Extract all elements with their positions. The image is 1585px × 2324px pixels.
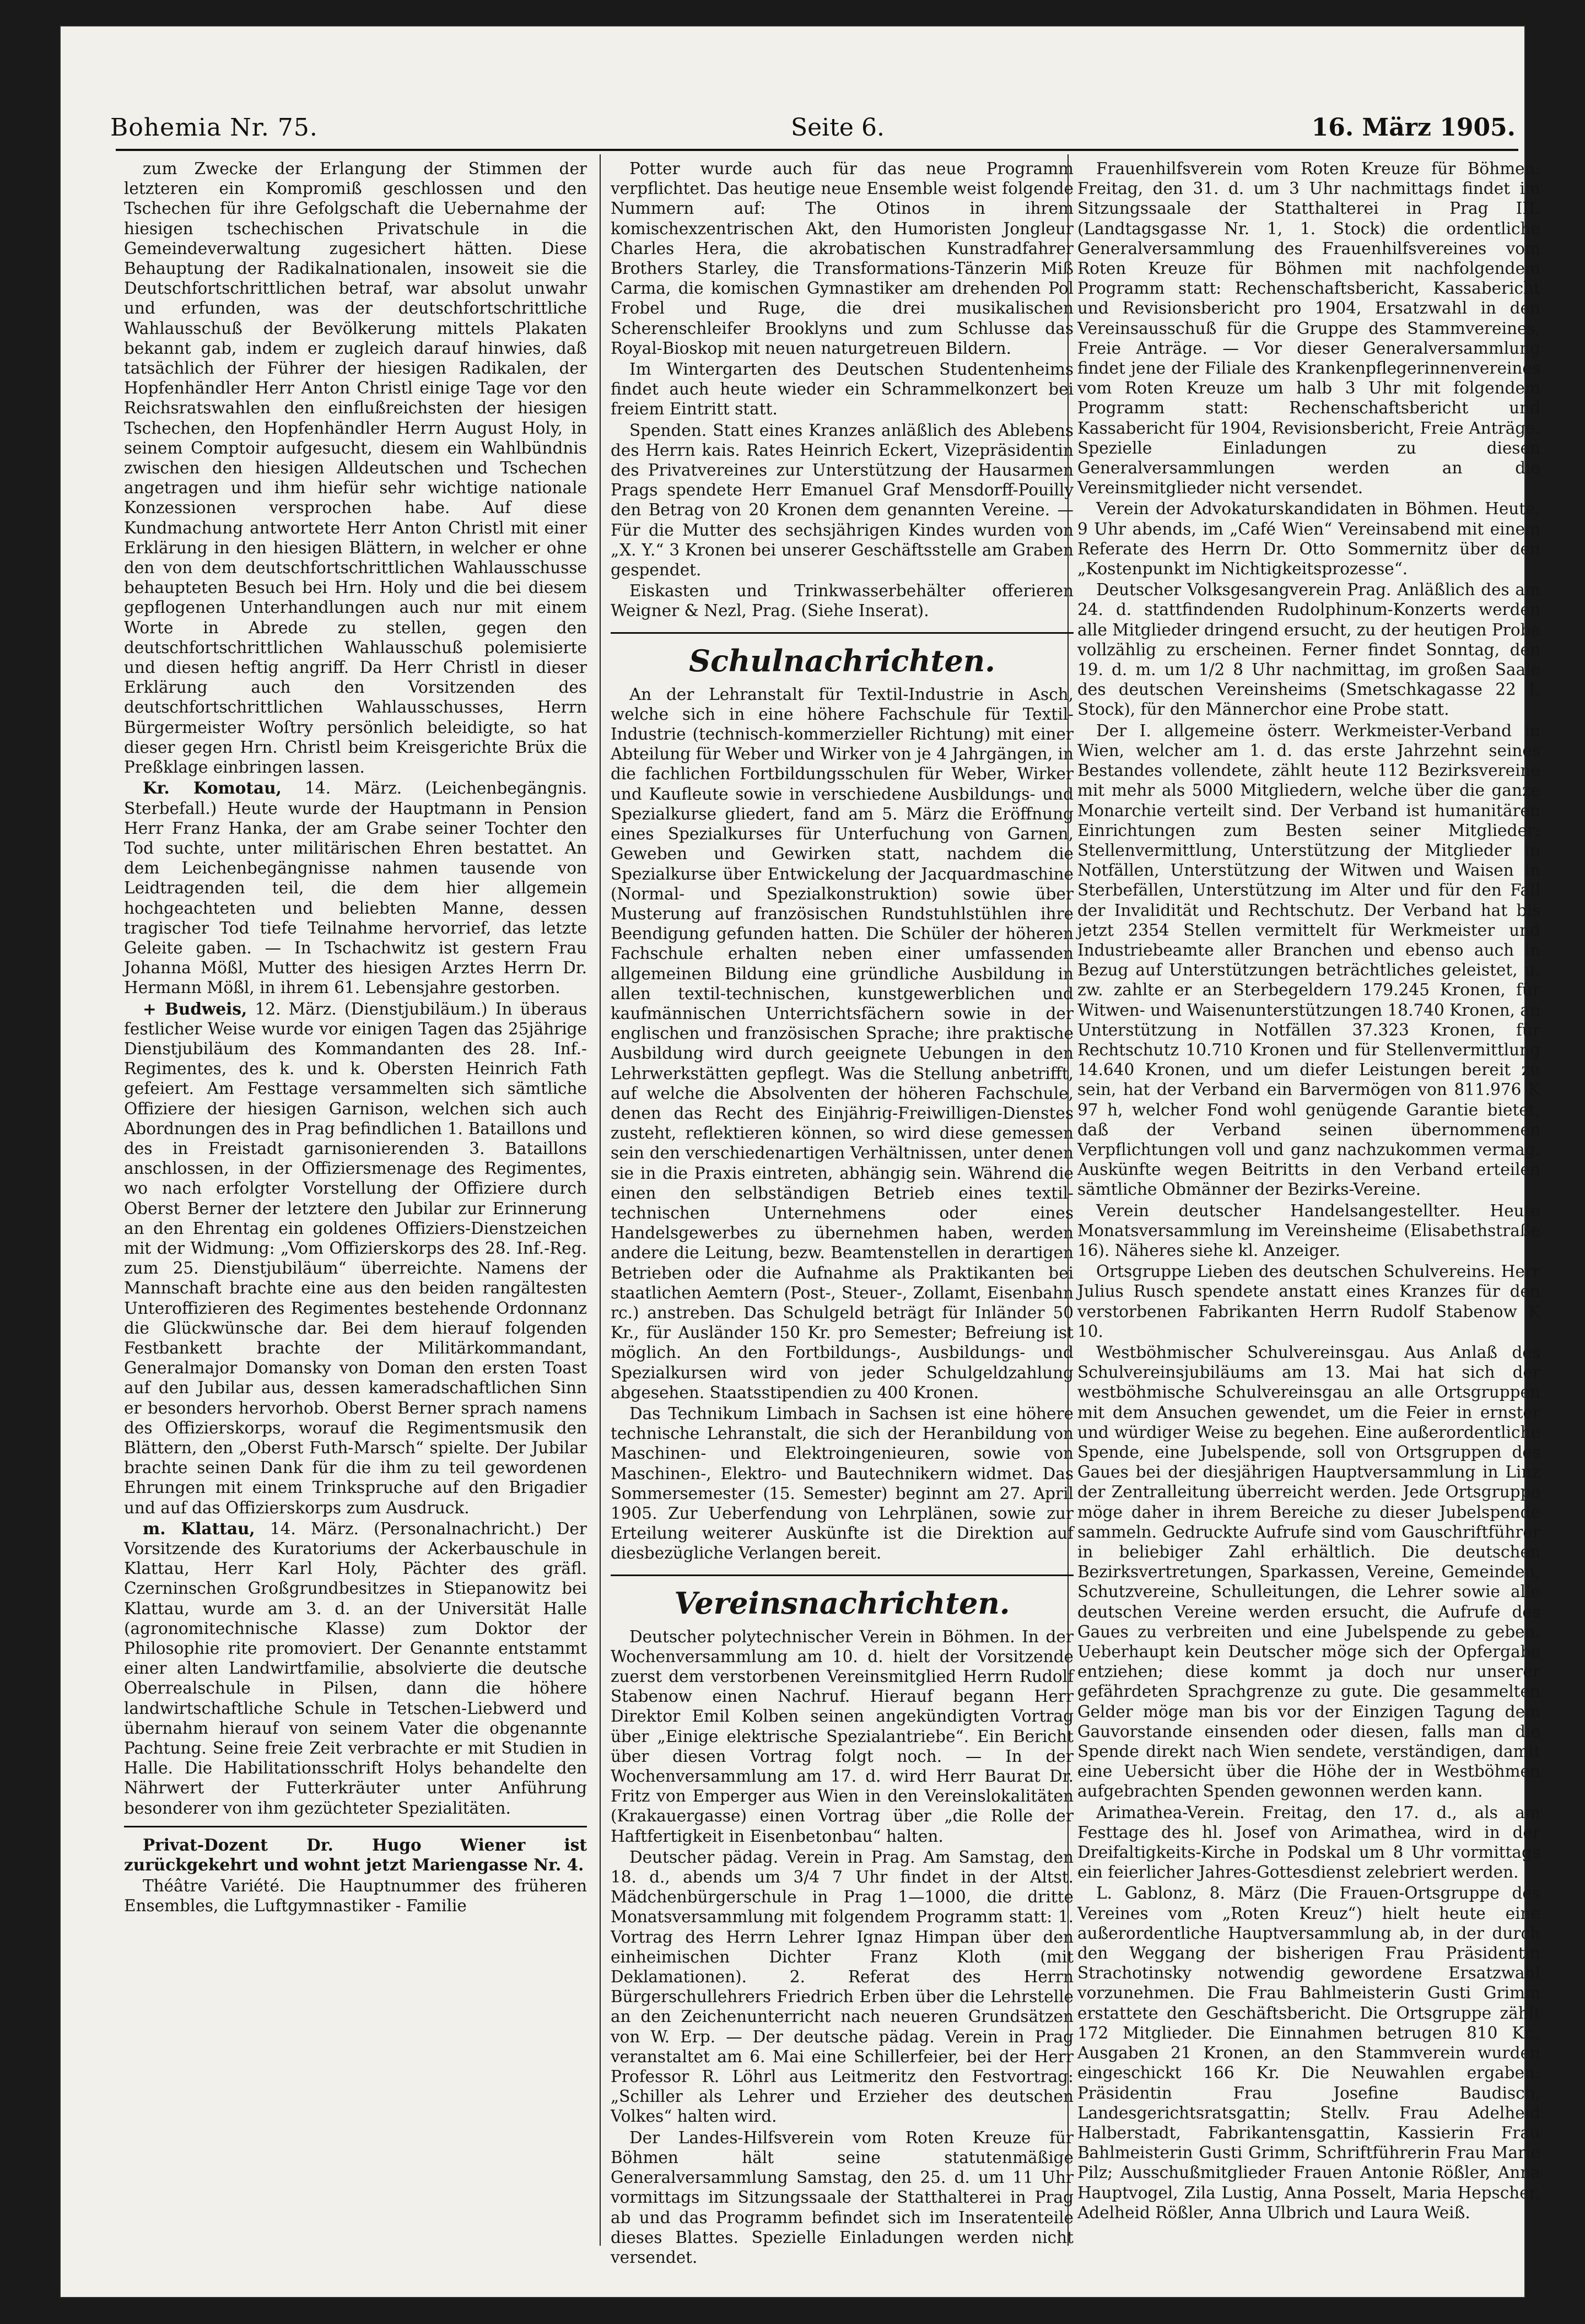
article-paragraph: Das Technikum Limbach in Sachsen ist eine höhere technische Lehranstalt, die sich der Heranbildung von Maschinen- und Elektroingenieuren, sowie von Maschinen-, Elektro- und Bautechnikern widmet. Das Sommersemester (15. Semester) beginnt am 27. April 1905. Zur Ueberfendung von Lehrplänen, sowie zur Erteilung weiterer Auskünfte ist die Direktion auf diesbezügliche Verlangen bereit. [611,1404,1074,1563]
dateline: m. Klattau, [143,1518,255,1538]
article-paragraph: zum Zwecke der Erlangung der Stimmen der letzteren ein Kompromiß geschlossen und den Tschechen für ihre Gefolgschaft die Uebernahme der hiesigen tschechischen Privatschule in die Gemeindeverwaltung zugesichert hätten. Diese Behauptung der Radikalnationalen, insoweit sie die Deutschfortschrittlichen betraf, war absolut unwahr und erfunden, was der deutschfortschrittliche Wahlausschuß der Bevölkerung mittels Plakaten bekannt gab, indem er zugleich darauf hinwies, daß tatsächlich der Führer der hiesigen Radikalen, der Hopfenhändler Herr Anton Christl einige Tage vor den Reichsratswahlen den einflußreichsten der hiesigen Tschechen, den Hopfenhändler Herrn August Holy, in seinem Comptoir aufgesucht, diesem ein Wahlbündnis zwischen den hiesigen Alldeutschen und Tschechen angetragen und ihm hiefür sehr wichtige nationale Konzessionen versprochen habe. Auf diese Kundmachung antwortete Herr Anton Christl mit einer Erklärung in den hiesigen Blättern, in welcher er ohne den von dem deutschfortschrittlichen Wahlausschusse behaupteten Besuch bei Hrn. Holy und die bei diesem gepflogenen Unterhandlungen auch nur mit einem Worte in Abrede zu stellen, gegen den deutschfortschrittlichen Wahlausschuß polemisierte und diesen heftig angriff. Da Herr Christl in dieser Erklärung auch den Vorsitzenden des deutschfortschrittlichen Wahlausschusses, Herrn Bürgermeister Woſtry persönlich beleidigte, so hat dieser gegen Hrn. Christl beim Kreisgerichte Brüx die Preßklage einbringen lassen. [124,159,587,777]
section-heading: Schulnachrichten. [611,632,1074,680]
issue-date: 16. März 1905. [1311,114,1516,142]
article-paragraph: Potter wurde auch für das neue Programm verpflichtet. Das heutige neue Ensemble weist folgende Nummern auf: The Otinos in ihrem komischexzentrischen Akt, den Humoristen Jongleur Charles Hera, die akrobatischen Kunstradfahrer Brothers Starley, die Transformations-Tänzerin Miß Carma, die komischen Gymnastiker am drehenden Pol Frobel und Ruge, die drei musikalischen Scherenschleifer Brooklyns und zum Schlusse das Royal-Bioskop mit neuen naturgetreuen Bildern. [611,159,1074,358]
column-left [124,159,587,2242]
notice-paragraph: Théâtre Variété. Die Hauptnummer des früheren Ensembles, die Luftgymnastiker - Familie [124,1877,587,1916]
article-paragraph: Deutscher pädag. Verein in Prag. Am Samstag, den 18. d., abends um 3/4 7 Uhr findet in der Altst. Mädchenbürgerschule in Prag 1—1000, die dritte Monatsversammlung mit folgendem Programm statt: 1. Vortrag des Herrn Lehrer Ignaz Himpan über den einheimischen Dichter Franz Kloth (mit Deklamationen). 2. Referat des Herrn Bürgerschullehrers Friedrich Erben über die Lehrstelle an den Zeichenunterricht nach neueren Grundsätzen von W. Erp. — Der deutsche pädag. Verein in Prag veranstaltet am 6. Mai eine Schillerfeier, bei der Herr Professor R. Löhrl aus Leitmeritz den Festvortrag: „Schiller als Lehrer und Erzieher des deutschen Volkes“ halten wird. [611,1847,1074,2126]
dateline: + Budweis, [143,999,247,1018]
article-paragraph: L. Gablonz, 8. März (Die Frauen-Ortsgruppe des Vereines vom „Roten Kreuz“) hielt heute eine außerordentliche Hauptversammlung ab, in der durch den Weggang der bisherigen Frau Präsidentin Strachotinsky notwendig gewordene Ersatzwahl vorzunehmen. Die Frau Bahlmeisterin Gusti Grimm erstattete den Geschäftsbericht. Die Ortsgruppe zählt 172 Mitglieder. Die Einnahmen betrugen 810 Kr., Ausgaben 21 Kronen, an den Stammverein wurden eingeschickt 166 Kr. Die Neuwahlen ergaben: Präsidentin Frau Josefine Baudisch, Landesgerichtsratsgattin; Stellv. Frau Adelheid Halberstadt, Fabrikantensgattin, Kassierin Frau Bahlmeisterin Gusti Grimm, Schriftführerin Frau Marie Pilz; Ausschußmitglieder Frauen Antonie Rößler, Anna Hauptvogel, Zila Lustig, Anna Posselt, Maria Hepscher, Adelheid Rößler, Anna Ulbrich und Laura Weiß. [1077,1884,1540,2222]
article-paragraph: Verein deutscher Handelsangestellter. Heute Monatsversammlung im Vereinsheime (Elisabethstraße 16). Näheres siehe kl. Anzeiger. [1077,1201,1540,1260]
page-header [110,108,1516,152]
article-paragraph: Spenden. Statt eines Kranzes anläßlich des Ablebens des Herrn kais. Rates Heinrich Eckert, Vizepräsidentin des Privatvereines zur Unterstützung der Hausarmen Prags spendete Herr Emanuel Graf Mensdorff-Pouilly den Betrag von 20 Kronen dem genannten Vereine. — Für die Mutter des sechsjährigen Kindes wurden von „X. Y.“ 3 Kronen bei unserer Geschäftsstelle am Graben gespendet. [611,420,1074,580]
article-paragraph: Westböhmischer Schulvereinsgau. Aus Anlaß des Schulvereinsjubiläums am 13. Mai hat sich der westböhmische Schulvereinsgau an alle Ortsgruppen mit dem Ansuchen gewendet, um die Feier in ernster und würdiger Weise zu begehen. Eine außerordentliche Spende, eine Jubelspende, soll von Ortsgruppen des Gaues bei der diesjährigen Hauptversammlung in Linz der Zentralleitung überreicht werden. Jede Ortsgruppe möge daher in ihrem Bereiche zu dieser Jubelspende sammeln. Gedruckte Aufrufe sind vom Gauschriftführer in beliebiger Zahl erhältlich. Die deutschen Bezirksvertretungen, Sparkassen, Vereine, Gemeinden, Schutzvereine, Schulleitungen, die Lehrer sowie alle deutschen Vereine werden ersucht, die Aufrufe des Gaues zu verbreiten und eine Jubelspende zu geben. Ueberhaupt kein Deutscher möge sich der Opfergabe entziehen; diese kommt ja doch nur unserer gefährdeten Sprachgrenze zu gute. Die gesammelten Gelder möge man bis vor der Einzigen Tagung dem Gauvorstande einsenden oder diesen, falls man die Spende direkt nach Wien sendete, verständigen, damit eine Uebersicht über die Höhe der in Westböhmen aufgebrachten Spenden gewonnen werden kann. [1077,1342,1540,1801]
article-text: 12. März. (Dienstjubiläum.) In überaus festlicher Weise wurde vor einigen Tagen das 25jährige Dienstjubiläum des Kommandanten des 28. Inf.-Regimentes, des k. und k. Obersten Heinrich Fath gefeiert. Am Festtage versammelten sich sämtliche Offiziere der hiesigen Garnison, welchen sich auch Abordnungen des in Prag befindlichen 1. Bataillons und des in Freistadt garnisonierenden 3. Bataillons anschlossen, in der Offiziersmenage des Regimentes, wo nach erfolgter Vorstellung der Offiziere durch Oberst Berner der letztere den Jubilar zur Erinnerung an den Ehrentag ein goldenes Offiziers-Dienstzeichen mit der Widmung: „Vom Offizierskorps des 28. Inf.-Reg. zum 25. Dienstjubiläum“ überreichte. Namens der Mannschaft brachte eine aus den beiden rangältesten Unteroffizieren des Regimentes bestehende Ordonnanz die Glückwünsche dar. Bei dem hierauf folgenden Festbankett brachte der Militärkommandant, Generalmajor Domansky von Doman den ersten Toast auf den Jubilar aus, dessen kameradschaftlichen Sinn er besonders hervorhob. Oberst Berner sprach namens des Offizierskorps, worauf die Regimentsmusik den Blättern, den „Oberst Futh-Marsch“ spielte. Der Jubilar brachte seinen Dank für die ihm zu teil gewordenen Ehrungen mit einem Trinkspruche auf den Brigadier und auf das Offizierskorps zum Ausdruck. [124,999,587,1517]
article-paragraph: Deutscher Volksgesangverein Prag. Anläßlich des am 24. d. stattfindenden Rudolphinum-Konzerts werden alle Mitglieder dringend ersucht, zu der heutigen Probe vollzählig zu erscheinen. Ferner findet Sonntag, den 19. d. m. um 1/2 8 Uhr nachmittag, im großen Saale des deutschen Vereinsheims (Smetschkagasse 22 I. Stock), für den Männerchor eine Probe statt. [1077,580,1540,719]
article-paragraph: Deutscher polytechnischer Verein in Böhmen. In der Wochenversammlung am 10. d. hielt der Vorsitzende zuerst dem verstorbenen Vereinsmitglied Herrn Rudolf Stabenow einen Nachruf. Hierauf begann Herr Direktor Emil Kolben seinen angekündigten Vortrag über „Einige elektrische Spezialantriebe“. Ein Bericht über diesen Vortrag folgt noch. — In der Wochenversammlung am 17. d. wird Herr Baurat Dr. Fritz von Emperger aus Wien in den Vereinslokalitäten (Krakauergasse) einen Vortrag über „die Rolle der Haftfertigkeit in Eisenbetonbau“ halten. [611,1627,1074,1846]
article-text: 14. März. (Leichenbegängnis. Sterbefall.) Heute wurde der Hauptmann in Pension Herr Franz Hanka, der am Grabe seiner Tochter den Tod suchte, unter militärischen Ehren bestattet. An dem Leichenbegängnisse nahmen tausende von Leidtragenden teil, die dem hier allgemein hochgeachteten und beliebten Manne, dessen tragischer Tod tiefe Teilnahme hervorrief, das letzte Geleite gaben. — In Tschachwitz ist gestern Frau Johanna Mößl, Mutter des hiesigen Arztes Herrn Dr. Hermann Mößl, in ihrem 61. Lebensjahre gestorben. [124,779,587,997]
article-paragraph [124,999,587,1518]
article-paragraph: Frauenhilfsverein vom Roten Kreuze für Böhmen. Freitag, den 31. d. um 3 Uhr nachmittags findet im Sitzungssaale der Statthalterei in Prag III. (Landtagsgasse Nr. 1, 1. Stock) die ordentliche Generalversammlung des Frauenhilfsvereines vom Roten Kreuze für Böhmen mit nachfolgendem Programm statt: Rechenschaftsbericht, Kassabericht und Revisionsbericht pro 1904, Ersatzwahl in den Vereinsausschuß für die Gruppe des Stammvereines, Freie Anträge. — Vor dieser Generalversammlung findet jene der Filiale des Krankenpflegerinnenvereines vom Roten Kreuze um halb 3 Uhr mit folgendem Programm statt: Rechenschaftsbericht und Kassabericht für 1904, Revisionsbericht, Freie Anträge. Spezielle Einladungen zu diesen Generalversammlungen werden an die Vereinsmitglieder nicht versendet. [1077,159,1540,498]
article-paragraph: Der Landes-Hilfsverein vom Roten Kreuze für Böhmen hält seine statutenmäßige Generalversammlung Samstag, den 25. d. um 11 Uhr vormittags im Sitzungssaale der Statthalterei in Prag ab und das Programm befindet sich im Inseratenteile dieses Blattes. Spezielle Einladungen werden nicht versendet. [611,2128,1074,2267]
notice-paragraph: Privat-Dozent Dr. Hugo Wiener ist zurückgekehrt und wohnt jetzt Mariengasse Nr. 4. [124,1835,587,1875]
article-paragraph: Ortsgruppe Lieben des deutschen Schulvereins. Herr Julius Rusch spendete anstatt eines Kranzes für den verstorbenen Fabrikanten Herrn Rudolf Stabenow K 10. [1077,1262,1540,1341]
divider [124,1826,587,1827]
dateline: Kr. Komotau, [143,778,282,798]
article-paragraph [124,1519,587,1818]
article-paragraph: Verein der Advokaturskandidaten in Böhmen. Heute, 9 Uhr abends, im „Café Wien“ Vereinsabend mit einem Referate des Herrn Dr. Otto Sommernitz über den „Kostenpunkt im Nichtigkeitsprozesse“. [1077,499,1540,579]
masthead-issue: Bohemia Nr. 75. [110,114,318,142]
column-divider [600,154,601,2246]
article-paragraph [124,778,587,997]
article-paragraph: An der Lehranstalt für Textil-Industrie in Asch, welche sich in eine höhere Fachschule für Textil-Industrie (technisch-kommerzieller Richtung) mit einer Abteilung für Weber und Wirker von je 4 Jahrgängen, in die fachlichen Fortbildungsschulen für Weber, Wirker und Kaufleute sowie in verschiedene Ausbildungs- und Spezialkurse gliedert, fand am 5. März die Eröffnung eines Spezialkurses für Unterfuchung von Garnen, Geweben und Gewirken statt, nachdem die Spezialkurse über Entwickelung der Jacquardmaschine (Normal- und Spezialkonstruktion) sowie über Musterung auf französischen Rundstuhlstühlen ihre Beendigung gefunden hatten. Die Schüler der höheren Fachschule erhalten neben einer umfassenden allgemeinen Bildung eine gründliche Ausbildung in allen textil-technischen, kunstgewerblichen und kaufmännischen Unterrichtsfächern sowie in der englischen und französischen Sprache; ihre praktische Ausbildung wird durch geeignete Uebungen in den Lehrwerkstätten gepflegt. Was die Stellung anbetrifft, auf welche die Absolventen der höheren Fachschule, denen das Recht des Einjährig-Freiwilligen-Dienstes zusteht, reflektieren können, so wird diese gemessen sein den verschiedenartigen Verhältnissen, unter denen sie in die Praxis eintreten, abhängig sein. Während die einen den selbständigen Betrieb eines textil-technischen Unternehmens oder eines Handelsgewerbes zu übernehmen haben, werden andere die Leitung, bezw. Beamtenstellen in derartigen Betrieben oder die Aufnahme als Praktikanten bei staatlichen Aemtern (Post-, Steuer-, Zollamt, Eisenbahn rc.) anstreben. Das Schulgeld beträgt für Inländer 50 Kr., für Ausländer 150 Kr. pro Semester; Befreiung ist möglich. An den Fortbildungs-, Ausbildungs- und Spezialkursen wird von jeder Schulgeldzahlung abgesehen. Staatsstipendien zu 400 Kronen. [611,684,1074,1402]
article-paragraph: Arimathea-Verein. Freitag, den 17. d., als am Festtage des hl. Josef von Arimathea, wird in der Dreifaltigkeits-Kirche in Podskal um 8 Uhr vormittags ein feierlicher Jahres-Gottesdienst zelebriert werden. [1077,1803,1540,1882]
column-right [1077,159,1540,2242]
article-paragraph: Im Wintergarten des Deutschen Studentenheims findet auch heute wieder ein Schrammelkonzert bei freiem Eintritt statt. [611,360,1074,419]
article-paragraph: Der I. allgemeine österr. Werkmeister-Verband in Wien, welcher am 1. d. das erste Jahrzehnt seines Bestandes vollendete, zählt heute 112 Bezirksvereine mit mehr als 5000 Mitgliedern, welche über die ganze Monarchie verteilt sind. Der Verband ist humanitären Einrichtungen zum Besten seiner Mitglieder: Stellenvermittlung, Unterstützung der Mitglieder in Notfällen, Unterstützung der Witwen und Waisen in Sterbefällen, Unterstützung im Alter und für den Fall der Invalidität und Rechtschutz. Der Verband hat bis jetzt 2354 Stellen vermittelt für Werkmeister und Industriebeamte aller Branchen und ebenso auch in Bezug auf Unterstützungen beträchtliches geleistet, u. zw. zahlte er an Sterbegeldern 179.245 Kronen, für Witwen- und Waisenunterstützungen 18.740 Kronen, an Unterstützung in Notfällen 37.323 Kronen, für Rechtschutz 10.710 Kronen und für Stellenvermittlung 14.640 Kronen, und um diefer Leistungen bereit zu sein, hat der Verband ein Barvermögen von 811.976 K 97 h, welcher Fond wohl genügende Garantie bietet, daß der Verband seinen übernommenen Verpflichtungen voll und ganz nachzukommen vermag. Auskünfte wegen Beitritts in den Verband erteilen sämtliche Obmänner der Bezirks-Vereine. [1077,721,1540,1199]
article-text: 14. März. (Personalnachricht.) Der Vorsitzende des Kuratoriums der Ackerbauschule in Klattau, Herr Karl Holy, Pächter des gräfl. Czerninschen Großgrundbesitzes in Stiepanowitz bei Klattau, wurde am 3. d. an der Universität Halle (agronomitechnische Klasse) zum Doktor der Philosophie rite promoviert. Der Genannte entstammt einer alten Landwirtfamilie, absolvierte die deutsche Oberrealschule in Pilsen, dann die höhere landwirtschaftliche Schule in Tetschen-Liebwerd und übernahm hierauf von seinem Vater die obgenannte Pachtung. Seine freie Zeit verbrachte er mit Studien in Halle. Die Habilitationsschrift Holys behandelte den Nährwert der Futterkräuter unter Anführung besonderer von ihm gezüchteter Spezialitäten. [124,1519,587,1818]
header-rule [116,149,1518,151]
section-heading: Vereinsnachrichten. [611,1575,1074,1622]
column-middle [611,159,1074,2267]
article-paragraph: Eiskasten und Trinkwasserbehälter offerieren Weigner & Nezl, Prag. (Siehe Inserat). [611,581,1074,621]
page-number: Seite 6. [791,114,885,142]
